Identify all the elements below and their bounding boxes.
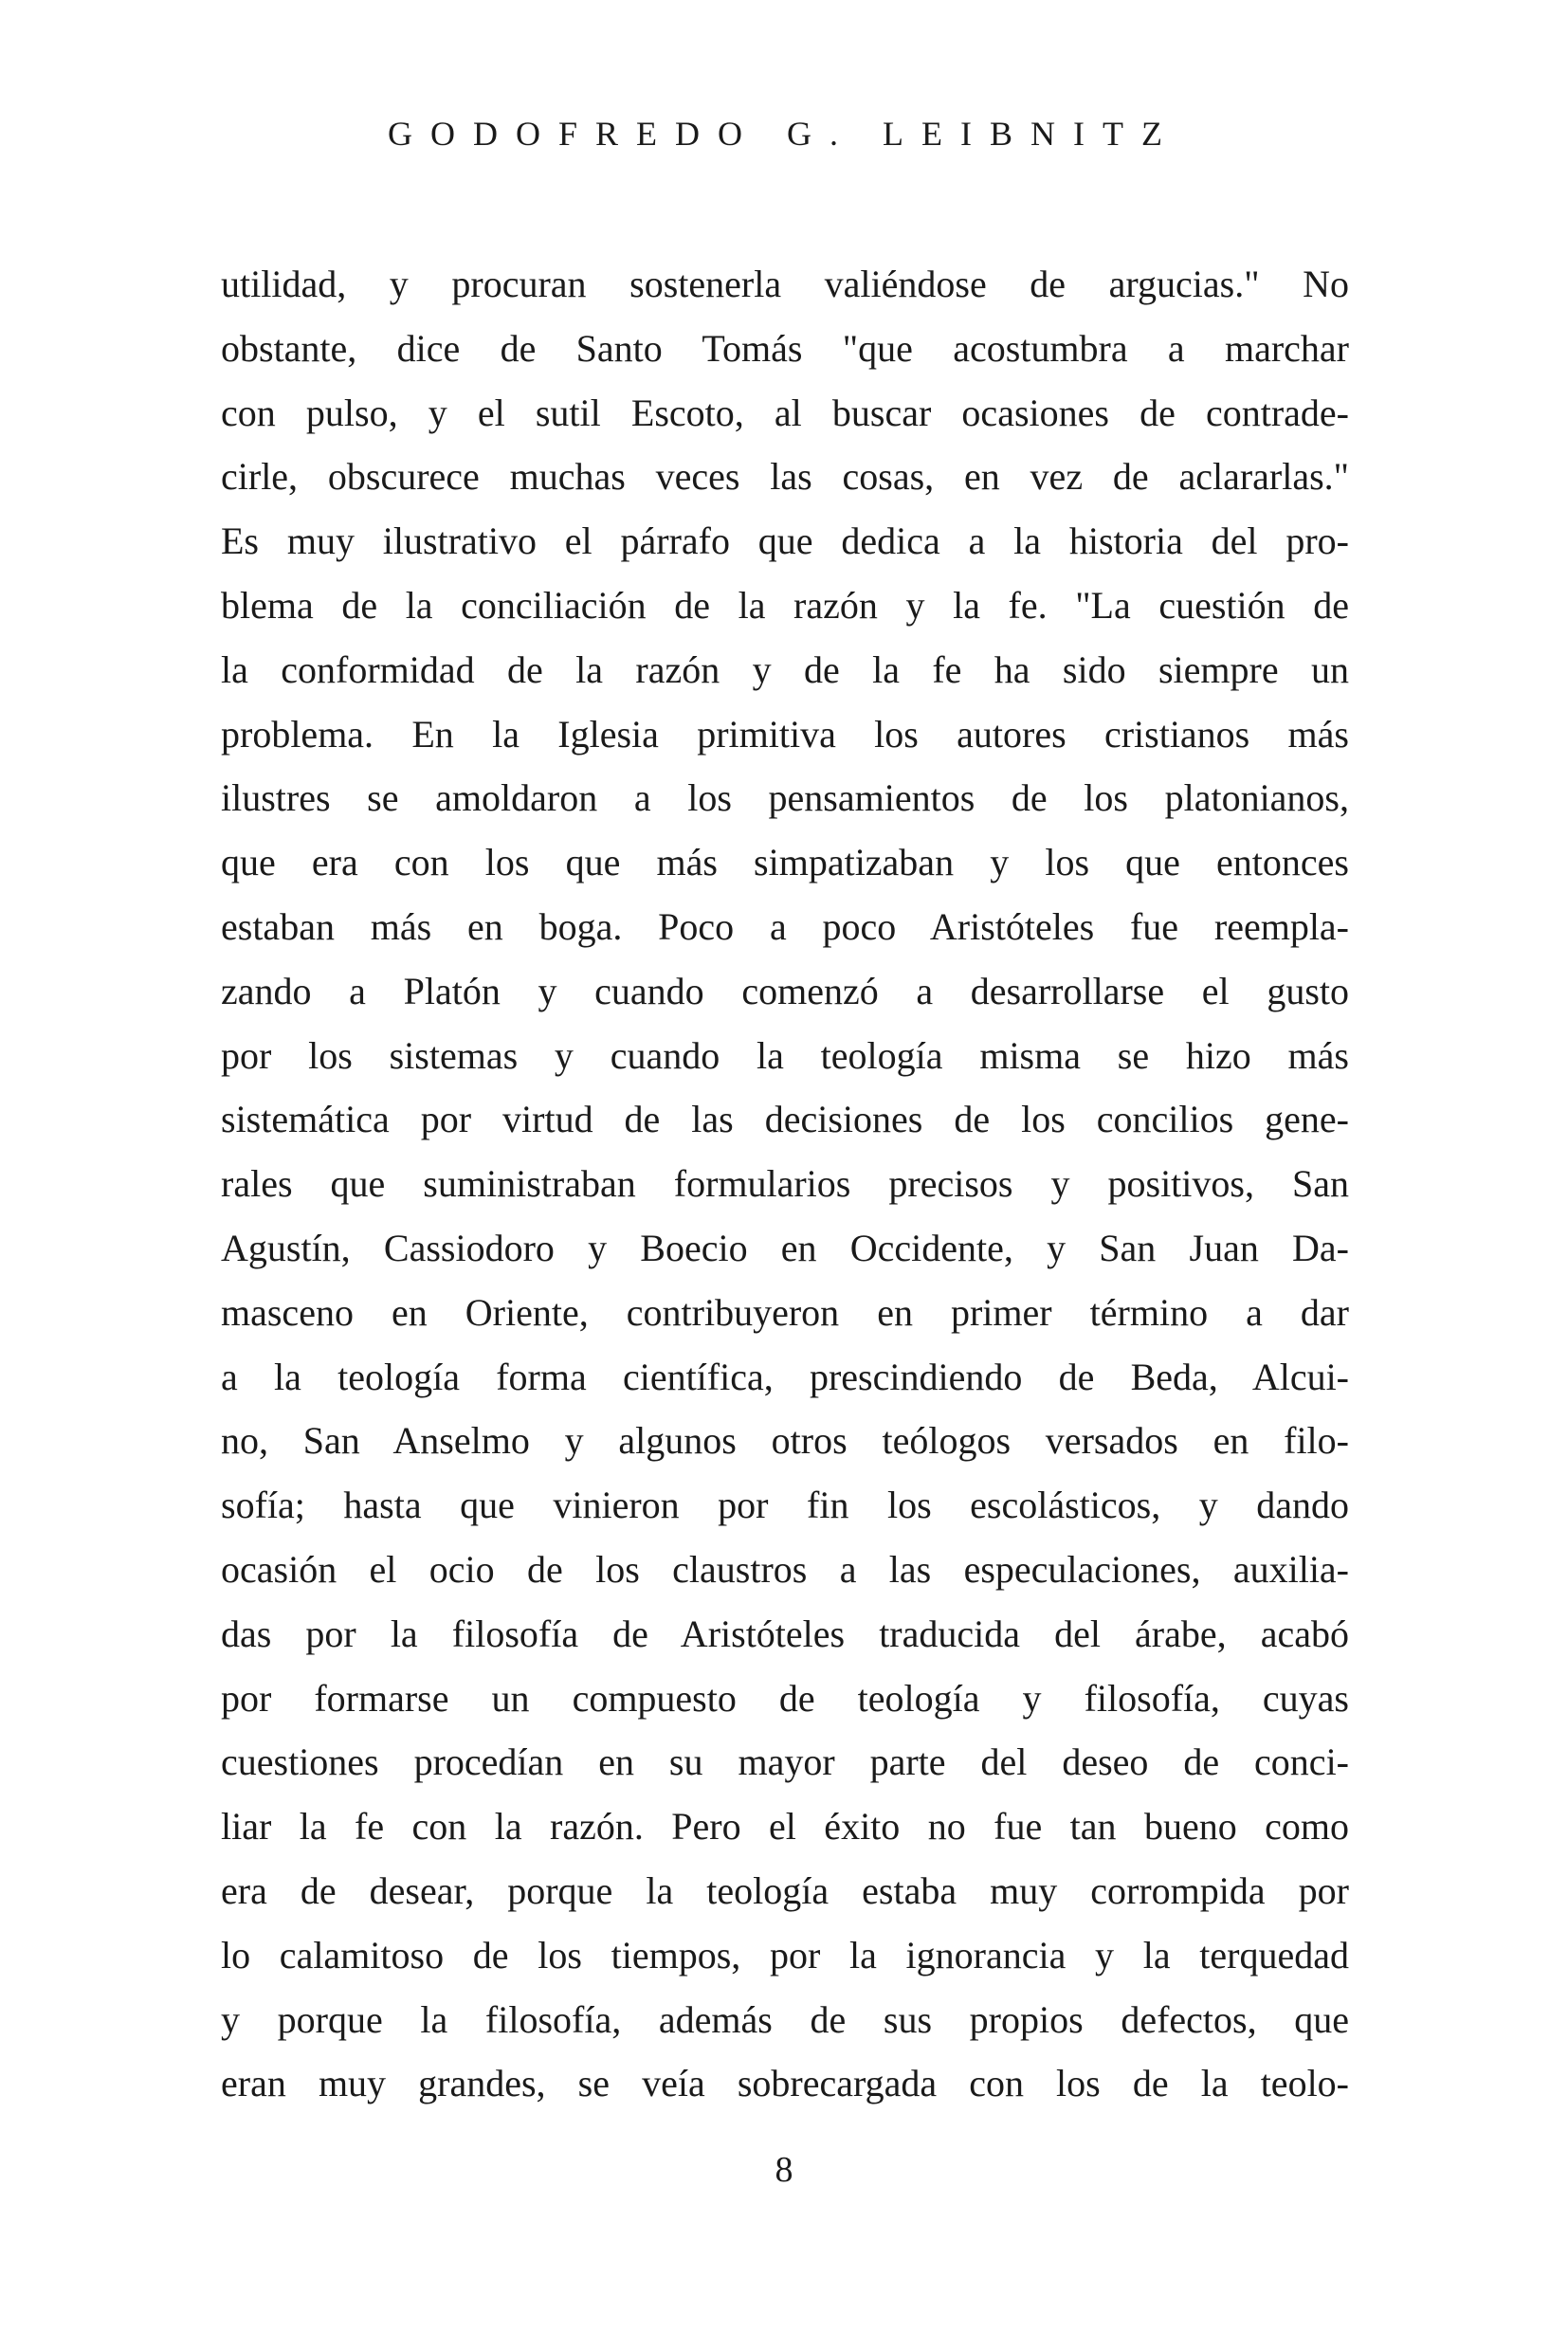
text-line: blema de la conciliación de la razón y la fe. "La cuestión de — [221, 583, 1349, 627]
text-line: cuestiones procedían en su mayor parte del deseo de conci- — [221, 1740, 1349, 1784]
text-line: sistemática por virtud de las decisiones de los concilios gene- — [221, 1098, 1349, 1141]
text-line: ilustres se amoldaron a los pensamientos de los platonianos, — [221, 776, 1349, 820]
text-line: a la teología forma científica, prescindiendo de Beda, Alcui- — [221, 1355, 1349, 1398]
text-line: que era con los que más simpatizaban y los que entonces — [221, 841, 1349, 884]
text-line: por los sistemas y cuando la teología misma se hizo más — [221, 1033, 1349, 1077]
text-line: con pulso, y el sutil Escoto, al buscar ocasiones de contrade- — [221, 391, 1349, 434]
text-line: era de desear, porque la teología estaba muy corrompida por — [221, 1868, 1349, 1912]
text-line: la conformidad de la razón y de la fe ha sido siempre un — [221, 647, 1349, 691]
text-line: cirle, obscurece muchas veces las cosas, en vez de aclararlas." — [221, 455, 1349, 499]
text-line: zando a Platón y cuando comenzó a desarrollarse el gusto — [221, 969, 1349, 1012]
text-line: obstante, dice de Santo Tomás "que acostumbra a marchar — [221, 326, 1349, 370]
running-header: GODOFREDO G. LEIBNITZ — [388, 115, 1180, 153]
text-line: rales que suministraban formularios precisos y positivos, San — [221, 1162, 1349, 1206]
text-line: liar la fe con la razón. Pero el éxito no fue tan bueno como — [221, 1805, 1349, 1849]
text-line: Agustín, Cassiodoro y Boecio en Occidente, y San Juan Da- — [221, 1226, 1349, 1269]
body-text — [221, 252, 1349, 2116]
text-line: Es muy ilustrativo el párrafo que dedica a la historia del pro- — [221, 519, 1349, 563]
page-number: 8 — [775, 2150, 793, 2190]
text-line: y porque la filosofía, además de sus propios defectos, que — [221, 1997, 1349, 2041]
text-line: das por la filosofía de Aristóteles traducida del árabe, acabó — [221, 1612, 1349, 1655]
text-line: ocasión el ocio de los claustros a las especulaciones, auxilia- — [221, 1547, 1349, 1591]
text-line: masceno en Oriente, contribuyeron en primer término a dar — [221, 1290, 1349, 1334]
text-line: sofía; hasta que vinieron por fin los escolásticos, y dando — [221, 1484, 1349, 1527]
text-line: no, San Anselmo y algunos otros teólogos versados en filo- — [221, 1419, 1349, 1463]
text-line: problema. En la Iglesia primitiva los autores cristianos más — [221, 712, 1349, 756]
text-line: estaban más en boga. Poco a poco Aristóteles fue reempla- — [221, 904, 1349, 948]
text-line: utilidad, y procuran sostenerla valiéndose de argucias." No — [221, 263, 1349, 305]
text-line: lo calamitoso de los tiempos, por la ignorancia y la terquedad — [221, 1933, 1349, 1977]
text-line: eran muy grandes, se veía sobrecargada con los de la teolo- — [221, 2062, 1349, 2105]
text-line: por formarse un compuesto de teología y filosofía, cuyas — [221, 1676, 1349, 1720]
